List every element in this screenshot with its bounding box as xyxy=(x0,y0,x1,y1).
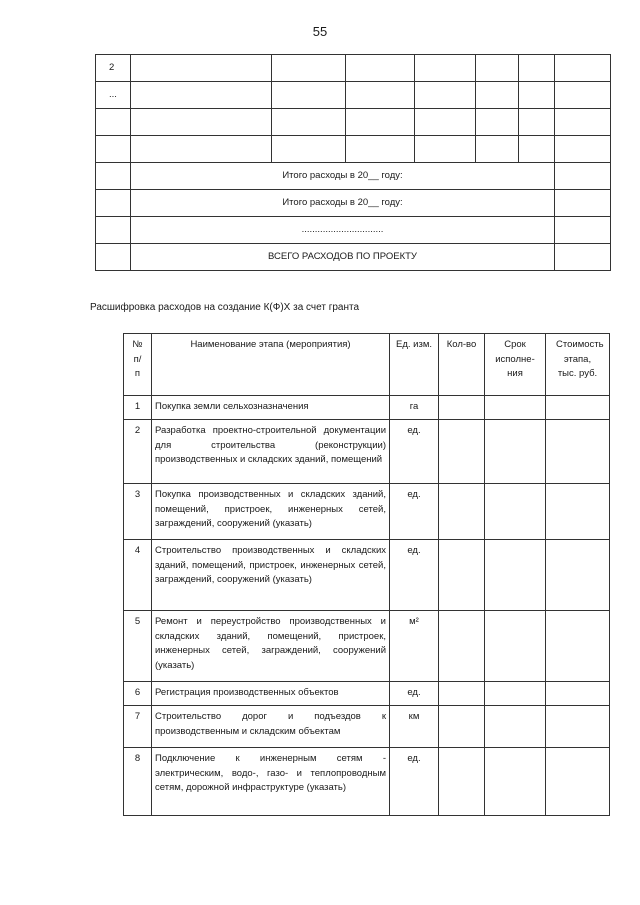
summary-cell xyxy=(555,136,611,163)
summary-total-label: Итого расходы в 20__ году: xyxy=(131,190,555,217)
summary-cell xyxy=(519,109,555,136)
stage-name: Строительство дорог и подъездов к производственным и складским объектам xyxy=(152,706,390,748)
stage-qty xyxy=(439,484,485,540)
stage-qty xyxy=(439,420,485,484)
summary-cell xyxy=(272,136,346,163)
summary-cell xyxy=(346,82,415,109)
stage-number: 2 xyxy=(124,420,152,484)
stage-cost xyxy=(546,611,610,682)
summary-cell xyxy=(555,82,611,109)
summary-cell xyxy=(346,136,415,163)
header-term: Срок исполне-ния xyxy=(485,334,546,396)
page-number: 55 xyxy=(312,24,328,39)
stage-unit: га xyxy=(390,396,439,420)
stage-qty xyxy=(439,748,485,816)
stage-row xyxy=(124,484,610,540)
stage-qty xyxy=(439,611,485,682)
stage-cost xyxy=(546,682,610,706)
summary-cell xyxy=(346,109,415,136)
summary-row xyxy=(96,55,611,82)
summary-cell xyxy=(415,82,476,109)
stage-unit: ед. xyxy=(390,420,439,484)
header-name: Наименование этапа (мероприятия) xyxy=(152,334,390,396)
stage-qty xyxy=(439,706,485,748)
summary-cell xyxy=(131,82,272,109)
stage-term xyxy=(485,396,546,420)
summary-total-label: ВСЕГО РАСХОДОВ ПО ПРОЕКТУ xyxy=(131,244,555,271)
summary-cell xyxy=(96,244,131,271)
summary-cell xyxy=(476,55,519,82)
stage-cost xyxy=(546,540,610,611)
summary-cell xyxy=(415,136,476,163)
summary-cell xyxy=(131,55,272,82)
stage-name: Ремонт и переустройство производственных и складских зданий, помещений, пристроек, инженерных сетей, заграждений, сооружений (указать) xyxy=(152,611,390,682)
summary-cell xyxy=(346,55,415,82)
stage-unit: ед. xyxy=(390,682,439,706)
summary-total-row xyxy=(96,163,611,190)
stage-row xyxy=(124,611,610,682)
stage-cost xyxy=(546,706,610,748)
summary-total-value xyxy=(555,190,611,217)
summary-cell xyxy=(96,217,131,244)
stage-row xyxy=(124,420,610,484)
summary-row-number xyxy=(96,109,131,136)
stage-cost xyxy=(546,484,610,540)
stage-term xyxy=(485,484,546,540)
stage-name: Подключение к инженерным сетям - электрическим, водо-, газо- и теплопроводным сетям, дорожной инфраструктуре (указать) xyxy=(152,748,390,816)
stage-qty xyxy=(439,682,485,706)
summary-cell xyxy=(96,163,131,190)
summary-total-value xyxy=(555,217,611,244)
summary-cell xyxy=(415,55,476,82)
stage-number: 3 xyxy=(124,484,152,540)
stage-name: Строительство производственных и складских зданий, помещений, пристроек, инженерных сетей, заграждений, сооружений (указать) xyxy=(152,540,390,611)
summary-cell xyxy=(96,190,131,217)
summary-total-label: Итого расходы в 20__ году: xyxy=(131,163,555,190)
summary-row-number: 2 xyxy=(96,55,131,82)
stage-name: Покупка производственных и складских зданий, помещений, пристроек, инженерных сетей, заграждений, сооружений (указать) xyxy=(152,484,390,540)
stage-qty xyxy=(439,396,485,420)
summary-cell xyxy=(476,136,519,163)
stage-qty xyxy=(439,540,485,611)
summary-cell xyxy=(519,136,555,163)
summary-cell xyxy=(555,55,611,82)
summary-cell xyxy=(519,55,555,82)
summary-total-value xyxy=(555,244,611,271)
summary-cell xyxy=(272,55,346,82)
summary-row xyxy=(96,136,611,163)
stage-number: 1 xyxy=(124,396,152,420)
summary-cell xyxy=(519,82,555,109)
header-qty: Кол-во xyxy=(439,334,485,396)
stage-name: Покупка земли сельхозназначения xyxy=(152,396,390,420)
stage-unit: м² xyxy=(390,611,439,682)
stage-term xyxy=(485,706,546,748)
summary-total-row xyxy=(96,244,611,271)
summary-cell xyxy=(476,109,519,136)
stage-row xyxy=(124,682,610,706)
stage-table-header-row xyxy=(124,334,610,396)
summary-total-value xyxy=(555,163,611,190)
stage-unit: км xyxy=(390,706,439,748)
summary-row xyxy=(96,109,611,136)
stage-term xyxy=(485,682,546,706)
stage-term xyxy=(485,540,546,611)
stage-term xyxy=(485,748,546,816)
stage-number: 8 xyxy=(124,748,152,816)
summary-row-number xyxy=(96,136,131,163)
summary-row-number: ... xyxy=(96,82,131,109)
stage-rows xyxy=(124,396,610,816)
expenses-summary-table xyxy=(95,54,611,271)
stage-number: 6 xyxy=(124,682,152,706)
stage-cost xyxy=(546,396,610,420)
stage-costs-table xyxy=(123,333,610,816)
header-unit: Ед. изм. xyxy=(390,334,439,396)
stage-term xyxy=(485,420,546,484)
header-cost: Стоимость этапа, тыс. руб. xyxy=(546,334,610,396)
stage-number: 7 xyxy=(124,706,152,748)
stage-number: 4 xyxy=(124,540,152,611)
stage-name: Регистрация производственных объектов xyxy=(152,682,390,706)
stage-unit: ед. xyxy=(390,484,439,540)
stage-row xyxy=(124,396,610,420)
summary-cell xyxy=(272,109,346,136)
stage-unit: ед. xyxy=(390,748,439,816)
summary-cell xyxy=(131,109,272,136)
stage-cost xyxy=(546,420,610,484)
summary-total-label: ............................... xyxy=(131,217,555,244)
summary-total-row xyxy=(96,190,611,217)
summary-cell xyxy=(476,82,519,109)
stage-row xyxy=(124,540,610,611)
summary-cell xyxy=(555,109,611,136)
stage-number: 5 xyxy=(124,611,152,682)
header-num: № п/п xyxy=(124,334,152,396)
summary-row xyxy=(96,82,611,109)
summary-cell xyxy=(272,82,346,109)
summary-rows xyxy=(96,55,611,271)
stage-row xyxy=(124,706,610,748)
stage-cost xyxy=(546,748,610,816)
stage-name: Разработка проектно-строительной документации для строительства (реконструкции) производственных и складских зданий, помещений xyxy=(152,420,390,484)
summary-total-row xyxy=(96,217,611,244)
stage-term xyxy=(485,611,546,682)
stage-row xyxy=(124,748,610,816)
stage-unit: ед. xyxy=(390,540,439,611)
summary-cell xyxy=(131,136,272,163)
summary-cell xyxy=(415,109,476,136)
section-title: Расшифровка расходов на создание К(Ф)Х за счет гранта xyxy=(90,302,360,313)
